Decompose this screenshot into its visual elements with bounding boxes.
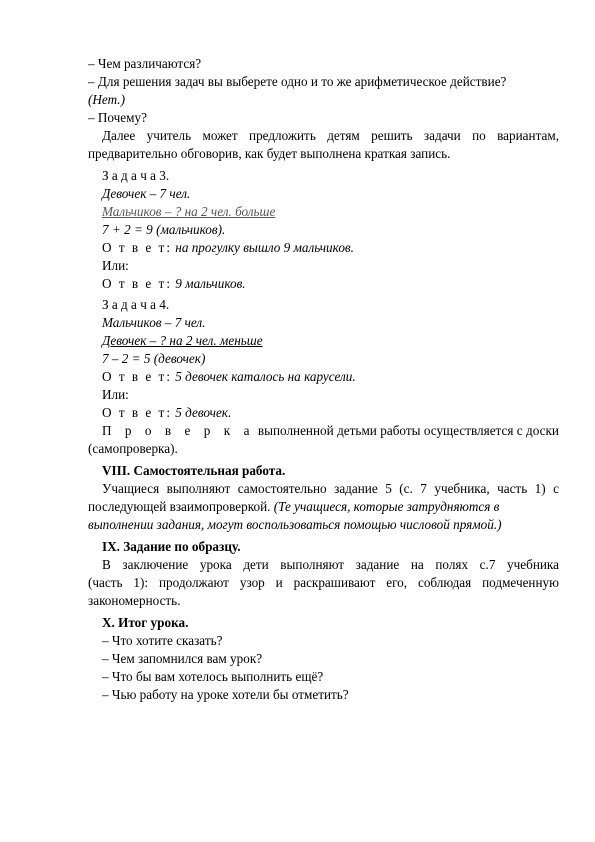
answer-text: 5 девочек. [175,405,232,420]
answer-label: О т в е т: [102,405,172,420]
paragraph-line: В заключение урока дети выполняют задание на полях с.7 учебника [102,557,559,572]
task-3-girls: Девочек – 7 чел. [102,186,191,201]
answer-label: О т в е т: [102,240,172,255]
task-3-answer [102,239,559,256]
check-line [102,422,559,439]
paragraph-line: Далее учитель может предложить детям решить задачи по вариантам, [102,128,559,143]
task-3-solution: 7 + 2 = 9 (мальчиков). [102,222,226,237]
check-rest: выполненной детьми работы осуществляется с доски [257,423,559,438]
answer-text: на прогулку вышло 9 мальчиков. [175,240,354,255]
dialog-answer: (Нет.) [88,92,125,107]
task-3-answer-alt [102,275,559,292]
answer-text: 5 девочек каталось на карусели. [175,369,356,384]
paragraph-line: Учащиеся выполняют самостоятельно задание 5 (с. 7 учебника, часть 1) с [102,481,559,496]
question-line: – Что бы вам хотелось выполнить ещё? [102,669,324,684]
check-line-2: (самопроверка). [88,441,178,456]
section-9-title: IX. Задание по образцу. [102,539,241,554]
section-10-title: X. Итог урока. [102,615,189,630]
paragraph-line: (часть 1): продолжают узор и раскрашивают его, соблюдая подмеченную [88,575,559,590]
task-4-answer-alt [102,404,559,421]
task-4-boys: Мальчиков – 7 чел. [102,315,206,330]
task-4-girls: Девочек – ? на 2 чел. меньше [102,333,263,348]
section-8-title: VIII. Самостоятельная работа. [102,463,286,478]
dialog-line: – Для решения задач вы выберете одно и то же арифметическое действие? [88,74,507,89]
answer-label: О т в е т: [102,276,172,291]
task-4-answer [102,368,559,385]
task-4-label: З а д а ч а 4. [102,297,170,312]
dialog-line: – Почему? [88,110,147,125]
check-word: П р о в е р к а [102,423,255,438]
paragraph-line [88,498,559,515]
paragraph-line: закономерность. [88,593,181,608]
dialog-line: – Чем различаются? [88,56,202,71]
question-line: – Что хотите сказать? [102,633,223,648]
answer-label: О т в е т: [102,369,172,384]
task-3-boys: Мальчиков – ? на 2 чел. больше [102,204,276,219]
p8-italic: (Те учащиеся, которые затрудняются в [273,499,500,514]
question-line: – Чью работу на уроке хотели бы отметить? [102,687,349,702]
question-line: – Чем запомнился вам урок? [102,651,263,666]
or-line: Или: [102,258,129,273]
answer-text: 9 мальчиков. [175,276,246,291]
paragraph-line: выполнении задания, могут воспользоваться помощью числовой прямой.) [88,517,502,532]
or-line: Или: [102,387,129,402]
task-3-label: З а д а ч а 3. [102,168,170,183]
paragraph-line: предварительно обговорив, как будет выполнена краткая запись. [88,146,451,161]
p8-text: последующей взаимопроверкой. [88,499,271,514]
task-4-solution: 7 – 2 = 5 (девочек) [102,351,206,366]
